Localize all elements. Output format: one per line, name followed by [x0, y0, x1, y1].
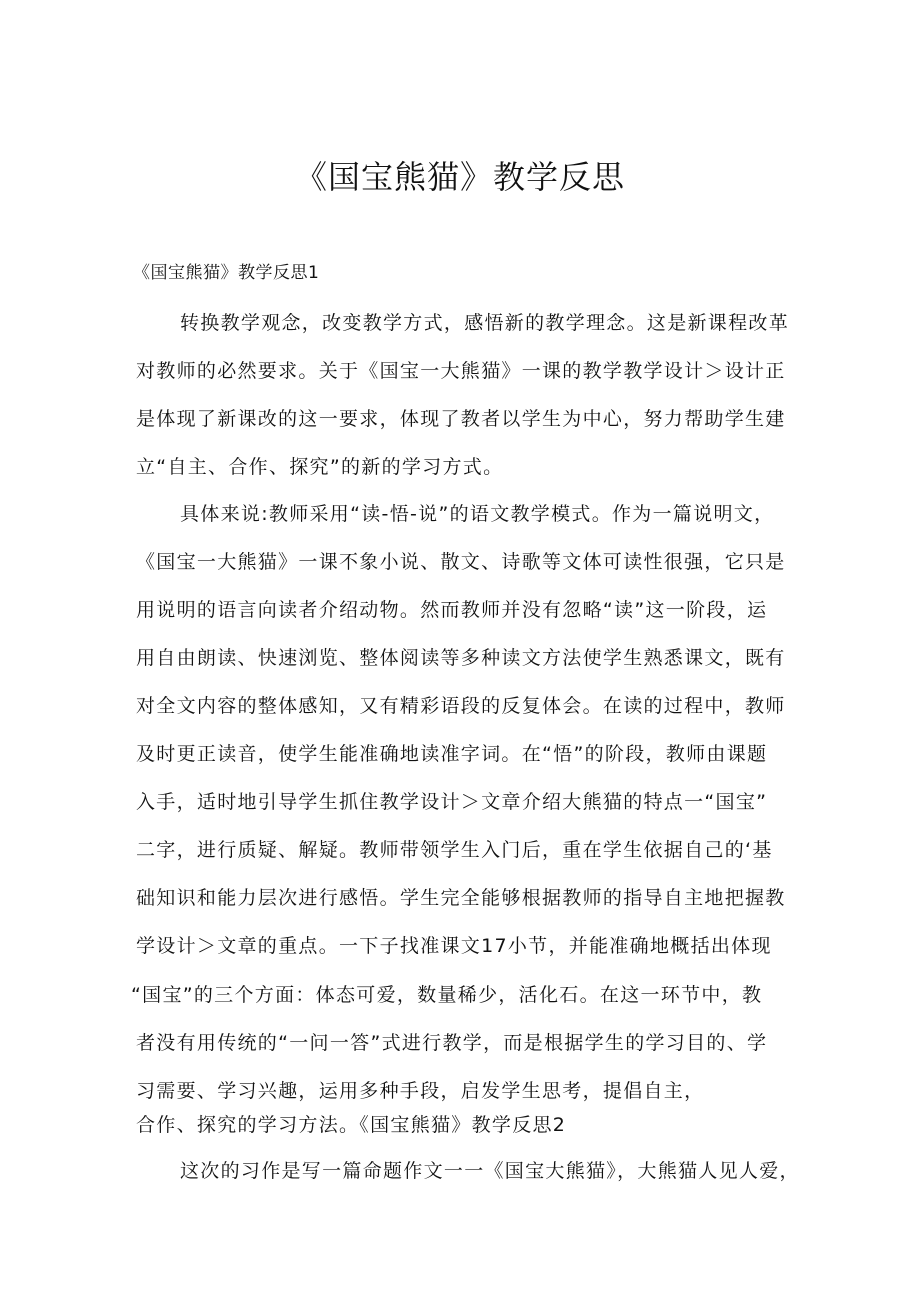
- text-line: 是体现了新课改的这一要求，体现了教者以学生为中心，努力帮助学生建: [136, 408, 786, 430]
- text-line: 具体来说:教师采用“读-悟-说”的语文教学模式。作为一篇说明文，: [180, 503, 775, 525]
- text-line: 这次的习作是写一篇命题作文一一《国宝大熊猫》，大熊猫人见人爱，: [180, 1160, 800, 1182]
- text-line: 《国宝一大熊猫》一课不象小说、散文、诗歌等文体可读性很强，它只是: [136, 551, 786, 573]
- section-heading: 《国宝熊猫》教学反思1: [133, 263, 320, 283]
- text-line: 用自由朗读、快速浏览、整体阅读等多种读文方法使学生熟悉课文，既有: [136, 647, 786, 669]
- text-line: 者没有用传统的“一问一答”式进行教学，而是根据学生的学习目的、学: [136, 1032, 768, 1054]
- text-line: 转换教学观念，改变教学方式，感悟新的教学理念。这是新课程改革: [180, 312, 790, 334]
- text-line: 对全文内容的整体感知，又有精彩语段的反复体会。在读的过程中，教师: [136, 695, 786, 717]
- page-title: 《国宝熊猫》教学反思: [294, 158, 625, 196]
- text-line: “国宝”的三个方面：体态可爱，数量稀少，活化石。在这一环节中，教: [131, 984, 763, 1006]
- text-line: 习需要、学习兴趣，运用多种手段，启发学生思考，提倡自主，: [136, 1080, 705, 1102]
- text-line: 学设计＞文章的重点。一下子找准课文17小节，并能准确地概括出体现: [136, 935, 772, 957]
- text-line: 合作、探究的学习方法。《国宝熊猫》教学反思2: [136, 1114, 567, 1136]
- text-line: 础知识和能力层次进行感悟。学生完全能够根据教师的指导自主地把握教: [136, 887, 786, 909]
- text-line: 二字，进行质疑、解疑。教师带领学生入门后，重在学生依据自己的‘基: [136, 839, 773, 861]
- text-line: 立“自主、合作、探究”的新的学习方式。: [136, 456, 504, 478]
- text-line: 对教师的必然要求。关于《国宝一大熊猫》一课的教学教学设计＞设计正: [136, 360, 786, 382]
- text-line: 入手，适时地引导学生抓住教学设计＞文章介绍大熊猫的特点一“国宝”: [136, 791, 768, 813]
- text-line: 用说明的语言向读者介绍动物。然而教师并没有忽略“读”这一阶段，运: [136, 599, 768, 621]
- text-line: 及时更正读音，使学生能准确地读准字词。在“悟”的阶段，教师由课题: [136, 743, 768, 765]
